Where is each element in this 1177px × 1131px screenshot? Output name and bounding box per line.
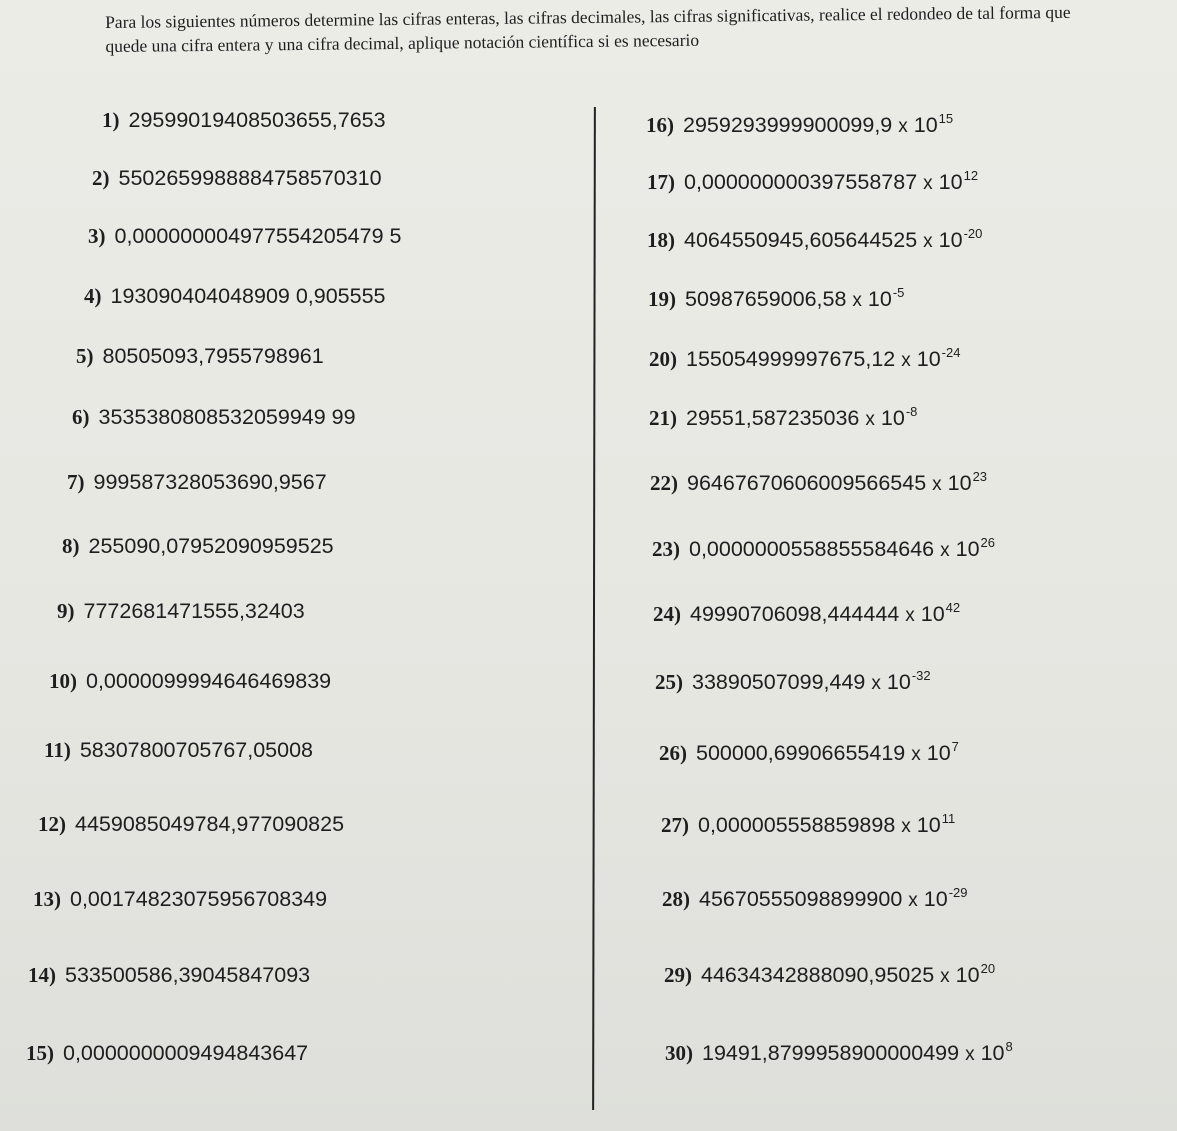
power-base: 10 — [955, 963, 980, 987]
exercise-item-13 — [33, 886, 327, 912]
power-exponent: 7 — [951, 739, 959, 754]
exercise-number: 9) — [57, 599, 75, 623]
power-base: 10 — [938, 228, 963, 252]
exercise-number: 15) — [26, 1041, 54, 1065]
exercise-number: 14) — [28, 963, 56, 987]
exercise-value: 29551,587235036 — [686, 406, 860, 430]
times-sign: x — [901, 350, 911, 371]
times-sign: x — [908, 890, 918, 911]
exercise-item-9 — [57, 598, 305, 624]
exercise-value: 2959293999900099,9 — [683, 113, 893, 137]
times-sign: x — [911, 744, 921, 765]
power-exponent: -29 — [948, 885, 968, 900]
power-base: 10 — [955, 537, 980, 561]
exercise-item-11 — [44, 737, 313, 763]
exercise-item-15 — [26, 1040, 308, 1066]
exercise-number: 23) — [652, 537, 680, 561]
power-base: 10 — [947, 471, 972, 495]
times-sign: x — [898, 116, 908, 137]
exercise-value: 0,000005558859898 — [698, 813, 896, 837]
exercise-item-18 — [647, 221, 982, 255]
exercise-number: 7) — [67, 470, 85, 494]
power-base: 10 — [913, 113, 938, 137]
exercise-value: 19491,8799958900000499 — [702, 1041, 960, 1065]
times-sign: x — [932, 474, 942, 495]
exercise-item-2 — [92, 165, 382, 191]
exercise-value: 193090404048909 0,905555 — [110, 284, 386, 308]
power-exponent: 42 — [945, 600, 961, 615]
exercise-value: 4064550945,605644525 — [684, 228, 918, 252]
exercise-value: 0,0000099994646469839 — [86, 669, 332, 693]
exercise-value: 155054999997675,12 — [686, 347, 896, 371]
exercise-value: 0,0000000558855584646 — [689, 537, 935, 561]
exercise-item-16 — [646, 106, 953, 140]
exercise-value: 58307800705767,05008 — [79, 738, 314, 762]
exercise-value: 33890507099,449 — [692, 670, 866, 694]
exercise-item-24 — [653, 595, 960, 629]
times-sign: x — [940, 540, 950, 561]
exercise-number: 1) — [102, 108, 120, 132]
power-base: 10 — [920, 602, 945, 626]
exercise-number: 2) — [92, 166, 110, 190]
exercise-number: 20) — [649, 347, 677, 371]
times-sign: x — [905, 605, 915, 626]
exercise-number: 18) — [647, 228, 675, 252]
exercise-item-28 — [662, 880, 968, 914]
times-sign: x — [901, 816, 911, 837]
exercise-number: 26) — [659, 741, 687, 765]
power-exponent: -24 — [941, 345, 961, 360]
exercise-value: 0,000000004977554205479 5 — [114, 224, 402, 248]
exercise-item-25 — [655, 663, 931, 697]
exercise-number: 12) — [38, 812, 66, 836]
exercise-value: 7772681471555,32403 — [83, 599, 305, 623]
column-divider — [592, 107, 596, 1110]
exercise-item-3 — [88, 223, 401, 249]
exercise-item-14 — [28, 962, 310, 988]
exercise-item-27 — [661, 806, 955, 840]
exercise-number: 25) — [655, 670, 683, 694]
exercise-item-10 — [49, 668, 331, 694]
instructions-text: Para los siguientes números determine las cifras enteras, las cifras decimales, las cifras significativas, realice el redondeo de tal forma que quede una cifra entera y una cifra decimal, aplique notación científica si es necesario — [105, 1, 1071, 56]
power-exponent: 26 — [980, 535, 996, 550]
exercise-number: 8) — [62, 534, 80, 558]
exercise-value: 45670555098899900 — [699, 887, 903, 911]
exercise-item-12 — [38, 811, 344, 837]
power-exponent: -32 — [911, 668, 931, 683]
exercise-number: 11) — [44, 738, 71, 762]
times-sign: x — [871, 673, 881, 694]
exercise-item-30 — [665, 1034, 1013, 1068]
exercise-number: 16) — [646, 113, 674, 137]
power-exponent: 23 — [972, 469, 988, 484]
exercise-item-26 — [659, 734, 959, 768]
exercise-number: 4) — [84, 284, 102, 308]
exercise-item-4 — [84, 283, 386, 309]
exercise-number: 27) — [661, 813, 689, 837]
exercise-value: 533500586,39045847093 — [65, 963, 311, 987]
exercise-item-23 — [652, 530, 995, 564]
exercise-value: 29599019408503655,7653 — [128, 108, 386, 132]
power-exponent: 11 — [941, 811, 956, 826]
exercise-item-7 — [67, 469, 327, 495]
exercise-value: 50987659006,58 — [685, 287, 847, 311]
exercise-number: 3) — [88, 224, 106, 248]
power-base: 10 — [923, 887, 948, 911]
power-base: 10 — [980, 1041, 1005, 1065]
exercise-item-6 — [72, 404, 356, 430]
exercise-value: 49990706098,444444 — [690, 602, 900, 626]
times-sign: x — [923, 173, 933, 194]
times-sign: x — [965, 1044, 975, 1065]
power-exponent: 8 — [1005, 1039, 1013, 1054]
power-exponent: 12 — [963, 168, 979, 183]
exercise-number: 24) — [653, 602, 681, 626]
power-base: 10 — [886, 670, 911, 694]
exercise-number: 10) — [49, 669, 77, 693]
times-sign: x — [852, 290, 862, 311]
exercise-number: 30) — [665, 1041, 693, 1065]
exercise-value: 80505093,7955798961 — [102, 344, 324, 368]
exercise-value: 500000,69906655419 — [696, 741, 906, 765]
times-sign: x — [865, 409, 875, 430]
times-sign: x — [940, 966, 950, 987]
power-exponent: -5 — [892, 285, 905, 300]
exercise-value: 999587328053690,9567 — [93, 470, 327, 494]
power-exponent: -20 — [963, 226, 983, 241]
exercise-number: 22) — [650, 471, 678, 495]
power-exponent: 20 — [980, 961, 996, 976]
exercise-item-5 — [76, 343, 324, 369]
exercise-item-1 — [102, 107, 386, 133]
exercise-number: 6) — [72, 405, 90, 429]
power-base: 10 — [938, 170, 963, 194]
exercise-number: 5) — [76, 344, 94, 368]
power-base: 10 — [926, 741, 951, 765]
exercise-item-19 — [648, 280, 904, 314]
power-base: 10 — [867, 287, 892, 311]
exercise-value: 5502659988884758570310 — [118, 166, 382, 190]
exercise-number: 28) — [662, 887, 690, 911]
exercise-item-8 — [62, 533, 334, 559]
power-base: 10 — [916, 347, 941, 371]
exercise-number: 17) — [647, 170, 675, 194]
exercise-value: 0,00174823075956708349 — [70, 887, 328, 911]
exercise-item-22 — [650, 464, 987, 498]
power-exponent: -8 — [905, 404, 918, 419]
exercise-value: 255090,07952090959525 — [88, 534, 334, 558]
exercise-item-21 — [649, 399, 917, 433]
exercise-value: 4459085049784,977090825 — [75, 812, 345, 836]
exercise-item-17 — [647, 163, 978, 197]
power-base: 10 — [880, 406, 905, 430]
exercise-value: 3535380808532059949 99 — [98, 405, 356, 429]
exercise-number: 29) — [664, 963, 692, 987]
exercise-value: 0,0000000009494843647 — [63, 1041, 309, 1065]
exercise-number: 21) — [649, 406, 677, 430]
power-base: 10 — [916, 813, 941, 837]
times-sign: x — [923, 231, 933, 252]
exercise-number: 19) — [648, 287, 676, 311]
exercise-number: 13) — [33, 887, 61, 911]
exercise-item-29 — [664, 956, 995, 990]
exercise-value: 0,000000000397558787 — [684, 170, 918, 194]
power-exponent: 15 — [938, 111, 954, 126]
exercise-item-20 — [649, 340, 960, 374]
exercise-value: 96467670606009566545 — [687, 471, 927, 495]
exercise-value: 44634342888090,95025 — [701, 963, 935, 987]
